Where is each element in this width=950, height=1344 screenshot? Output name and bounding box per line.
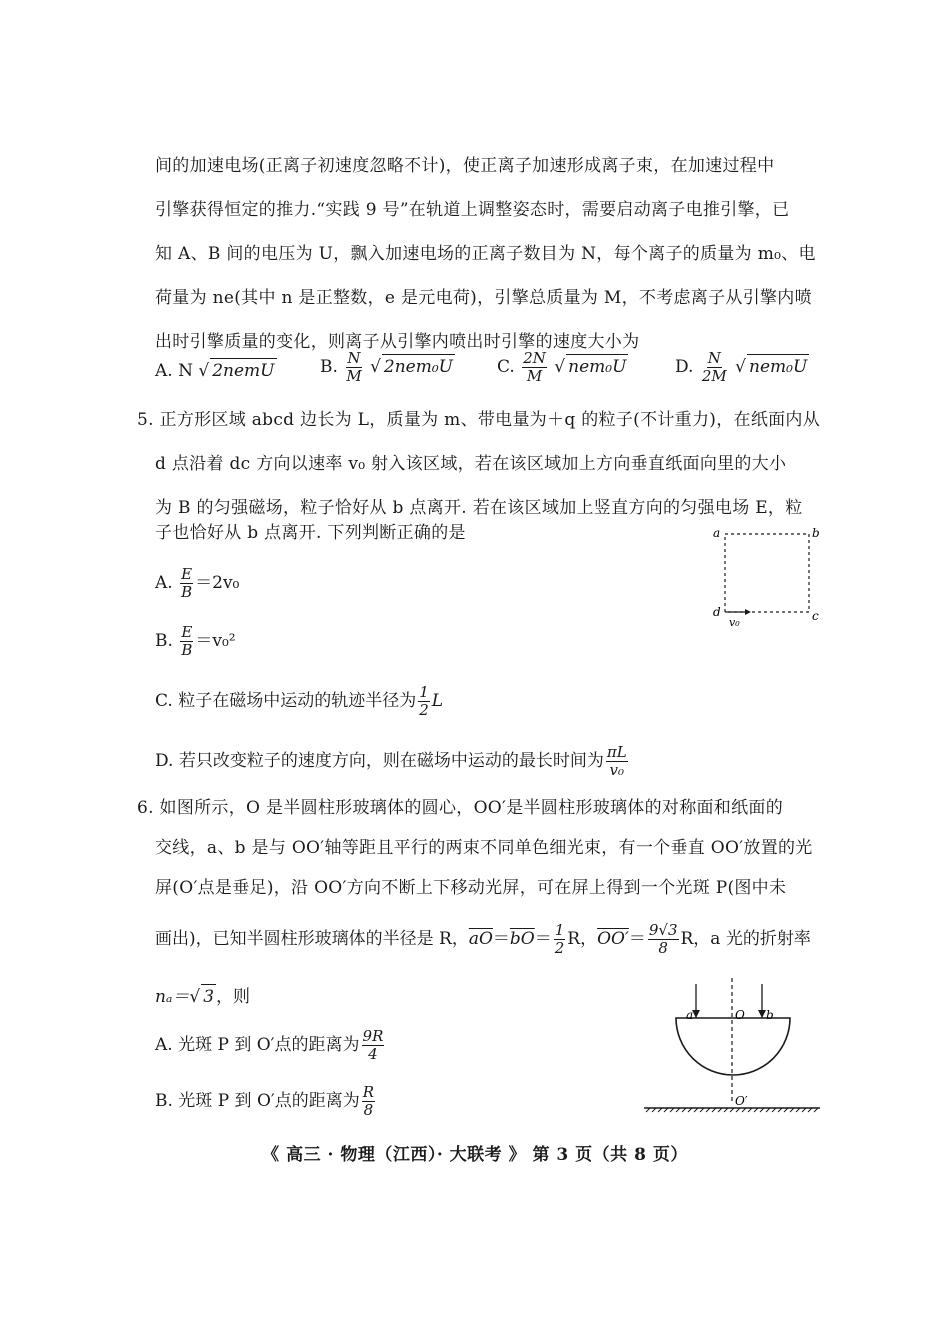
q4-option-c-numerator: 2N — [523, 349, 546, 367]
q4-line-4: 荷量为 ne(其中 n 是正整数，e 是元电荷)，引擎总质量为 M，不考虑离子从引擎内喷 — [155, 288, 812, 308]
q6-line-5-pre: nₐ＝ — [155, 987, 190, 1007]
label-beam-b: b — [766, 1008, 774, 1022]
equals-1: ＝ — [492, 929, 510, 949]
q4-option-c-radicand: nem₀U — [566, 354, 628, 379]
q5-option-a — [155, 566, 239, 601]
q4-option-c-denominator: M — [526, 367, 543, 385]
q6-line-5-radicand: 3 — [201, 984, 216, 1009]
q6-line-5 — [155, 984, 250, 1009]
q4-line-5: 出时引擎质量的变化，则离子从引擎内喷出时引擎的速度大小为 — [155, 332, 640, 352]
q4-option-b-prefix: B. — [320, 357, 338, 377]
segment-OO-prime: OO′ — [597, 929, 629, 949]
q5-option-b-fraction — [180, 624, 193, 659]
q6-option-b-numerator: R — [362, 1083, 375, 1101]
label-b: b — [812, 526, 820, 540]
label-d: d — [713, 605, 721, 619]
q6-line-4-r: R， — [567, 929, 598, 949]
k-fraction — [648, 922, 679, 957]
q5-option-c-denominator: 2 — [419, 701, 429, 719]
semicircle-glass — [676, 1018, 790, 1075]
segment-bO: $\overline{bO}$ — [509, 929, 535, 949]
q5-line-1: 5. 正方形区域 abcd 边长为 L，质量为 m、带电量为＋q 的粒子(不计重力)，在纸面内从 — [137, 410, 821, 430]
q6-option-a-fraction — [362, 1028, 385, 1063]
k-numerator: 9√3 — [648, 921, 678, 939]
page-footer: 《 高三 · 物理（江西）· 大联考 》 第 3 页（共 8 页） — [262, 1145, 688, 1165]
q5-option-a-rest: ＝2v₀ — [195, 573, 240, 593]
label-a: a — [713, 526, 721, 540]
q6-option-b-denominator: 8 — [363, 1101, 374, 1119]
q6-line-1: 6. 如图所示，O 是半圆柱形玻璃体的圆心，OO′是半圆柱形玻璃体的对称面和纸面的 — [137, 798, 783, 818]
q5-option-b-numerator: E — [181, 623, 193, 641]
beam-a-arrow — [692, 1010, 700, 1018]
label-O: O — [735, 1008, 745, 1022]
half-fraction — [554, 922, 566, 957]
q4-option-c-prefix: C. — [497, 357, 515, 377]
q5-option-c-fraction — [418, 684, 430, 719]
q6-line-4-pre: 画出)，已知半圆柱形玻璃体的半径是 R， — [155, 929, 469, 949]
segment-aO: $\overline{aO}$ — [468, 929, 493, 949]
q4-option-b-fraction — [345, 350, 362, 385]
q5-option-c-numerator: 1 — [419, 683, 429, 701]
q5-option-d-denominator: v₀ — [609, 761, 624, 779]
q6-line-4-post: R，a 光的折射率 — [680, 929, 811, 949]
q4-option-d-radicand: nem₀U — [747, 354, 809, 379]
sqrt-symbol: √ — [370, 357, 381, 377]
q6-line-2: 交线，a、b 是与 OO′轴等距且平行的两束不同单色细光束，有一个垂直 OO′放置的光 — [155, 838, 813, 858]
label-beam-a: a — [686, 1008, 694, 1022]
q5-option-b-rest: ＝v₀² — [195, 631, 236, 651]
label-O-prime: O′ — [735, 1094, 748, 1108]
q4-option-b-radicand: 2nem₀U — [382, 354, 455, 379]
q6-option-b-text: B. 光斑 P 到 O′点的距离为 — [155, 1091, 360, 1111]
equals-3: ＝ — [628, 929, 646, 949]
q5-option-d-fraction — [606, 744, 628, 779]
k-denominator: 8 — [658, 939, 668, 957]
q4-option-b-numerator: N — [347, 349, 361, 367]
q4-option-a — [155, 358, 277, 383]
q6-option-a-text: A. 光斑 P 到 O′点的距离为 — [155, 1035, 360, 1055]
sqrt-symbol: √ — [198, 361, 210, 381]
q5-option-a-denominator: B — [181, 583, 193, 601]
q5-option-b — [155, 624, 236, 659]
label-v0: v₀ — [729, 616, 740, 629]
q5-square-figure — [705, 522, 825, 632]
q5-line-4: 子也恰好从 b 点离开. 下列判断正确的是 — [155, 523, 466, 543]
sqrt-symbol: √ — [189, 987, 201, 1007]
q5-option-b-denominator: B — [181, 641, 193, 659]
q5-option-a-numerator: E — [181, 565, 193, 583]
q4-option-d-denominator: 2M — [701, 367, 727, 385]
q5-option-b-prefix: B. — [155, 631, 173, 651]
q6-option-a-denominator: 4 — [368, 1045, 378, 1063]
q6-option-b-fraction — [362, 1084, 375, 1119]
q4-line-1: 间的加速电场(正离子初速度忽略不计)，使正离子加速形成离子束，在加速过程中 — [155, 156, 775, 176]
q4-option-d-prefix: D. — [675, 357, 694, 377]
label-c: c — [812, 609, 819, 623]
q5-option-a-prefix: A. — [155, 573, 173, 593]
sqrt-symbol: √ — [735, 357, 746, 377]
q5-option-c-rest: L — [431, 691, 444, 711]
q6-line-3: 屏(O′点是垂足)，沿 OO′方向不断上下移动光屏，可在屏上得到一个光斑 P(图中未 — [155, 878, 787, 898]
q4-option-c — [497, 350, 628, 385]
q4-option-a-radicand: 2nemU — [210, 358, 276, 383]
q6-option-a-numerator: 9R — [362, 1027, 384, 1045]
q4-option-d-fraction — [701, 350, 728, 385]
q4-option-d — [675, 350, 809, 385]
q4-option-a-prefix: A. N — [155, 361, 193, 381]
q6-option-a — [155, 1028, 386, 1063]
q6-line-4 — [155, 922, 811, 957]
q5-option-d-numerator: πL — [606, 743, 627, 761]
q6-glass-figure — [640, 978, 825, 1118]
q4-line-2: 引擎获得恒定的推力.“实践 9 号”在轨道上调整姿态时，需要启动离子电推引擎，已 — [155, 200, 790, 220]
q5-option-d-text: D. 若只改变粒子的速度方向，则在磁场中运动的最长时间为 — [155, 751, 604, 771]
q5-line-3: 为 B 的匀强磁场，粒子恰好从 b 点离开. 若在该区域加上竖直方向的匀强电场 E，粒 — [155, 498, 803, 518]
q5-option-d — [155, 744, 630, 779]
q5-option-c — [155, 684, 443, 719]
beam-b-arrow — [758, 1010, 766, 1018]
q5-line-2: d 点沿着 dc 方向以速率 v₀ 射入该区域，若在该区域加上方向垂直纸面向里的大小 — [155, 454, 787, 474]
q4-option-b-denominator: M — [346, 367, 362, 385]
velocity-arrow-head — [745, 609, 751, 615]
q6-option-b — [155, 1084, 377, 1119]
square-region-abcd — [725, 534, 809, 612]
q6-line-5-post: ，则 — [216, 987, 251, 1007]
half-numerator: 1 — [554, 921, 565, 939]
equals-2: ＝ — [534, 929, 552, 949]
q4-option-b — [320, 350, 455, 385]
sqrt-symbol: √ — [554, 357, 566, 377]
q4-option-d-numerator: N — [707, 349, 721, 367]
q4-option-c-fraction — [522, 350, 547, 385]
q5-option-c-text: C. 粒子在磁场中运动的轨迹半径为 — [155, 691, 417, 711]
half-denominator: 2 — [554, 939, 565, 957]
q4-line-3: 知 A、B 间的电压为 U，飘入加速电场的正离子数目为 N，每个离子的质量为 m₀、电 — [155, 244, 816, 264]
q5-option-a-fraction — [180, 566, 193, 601]
